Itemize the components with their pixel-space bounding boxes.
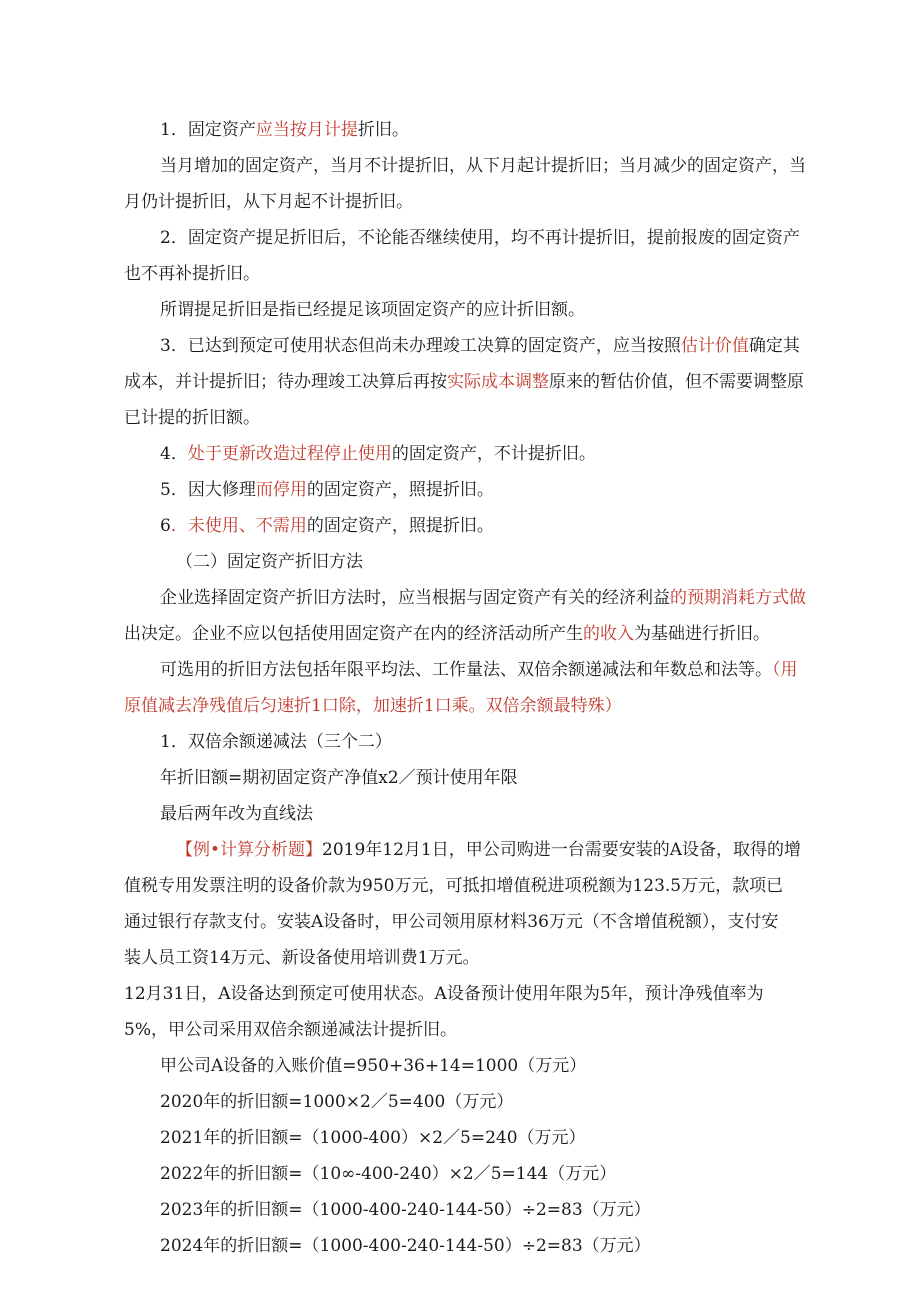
rule-2-line-1: 2．固定资产提足折旧后，不论能否继续使用，均不再计提折旧，提前报废的固定资产 [160,228,800,248]
calc-entry-value: 甲公司A设备的入账价值=950+36+14=1000（万元） [160,1056,587,1076]
method-choice-line-1 [124,580,804,616]
ddb-heading: 1．双倍余额递减法（三个二） [160,732,392,752]
rule-3-highlight-1: 估计价值 [680,336,749,356]
calc-2022: 2022年的折旧额=（10∞-400-240）×2／5=144（万元） [160,1164,617,1184]
method-choice-text-a: 企业选择固定资产折旧方法时，应当根据与固定资产有关的经济利益 [160,588,670,608]
rule-3-text-a: 3．已达到预定可使用状态但尚未办理竣工决算的固定资产，应当按照 [160,336,681,356]
method-choice-text-e: 为基础进行折旧。 [634,624,770,644]
rule-6 [124,508,804,544]
rule-2-line-2: 也不再补提折旧。 [124,264,260,284]
rule-6-text: 的固定资产，照提折旧。 [306,516,494,536]
ddb-note: 最后两年改为直线法 [160,804,313,824]
rule-6-number: 6 [160,516,171,536]
example-text-b: 2019年12月1日，甲公司购进一台需要安装的A设备，取得的增 [322,840,802,860]
rule-5-text-end: 的固定资产，照提折旧。 [306,480,494,500]
calc-2020: 2020年的折旧额=1000×2／5=400（万元） [160,1092,514,1112]
rule-3-line-1 [124,328,804,364]
rule-4-text: 的固定资产，不计提折旧。 [391,444,596,464]
example-label: 【例•计算分析题】 [176,840,323,860]
rule-1-text: 1．固定资产 [160,120,256,140]
calc-2023: 2023年的折旧额=（1000-400-240-144-50）÷2=83（万元） [160,1200,651,1220]
rule-1-highlight: 应当按月计提 [255,120,358,140]
calc-2024: 2024年的折旧额=（1000-400-240-144-50）÷2=83（万元） [160,1236,651,1256]
rule-3-line-2 [124,364,804,400]
calc-2021: 2021年的折旧额=（1000-400）×2／5=240（万元） [160,1128,586,1148]
example-line-3: 通过银行存款支付。安装A设备时，甲公司领用原材料36万元（不含增值税额），支付安 [124,912,779,932]
rule-1-text-end: 折旧。 [357,120,409,140]
methods-list-line-2: 原值减去净残值后匀速折1口除，加速折1口乘。双倍余额最特殊） [124,696,622,716]
method-choice-text-c: 出决定。企业不应以包括使用固定资产在内的经济活动所产生 [124,624,583,644]
rule-6-highlight: ．未使用、不需用 [170,516,307,536]
rule-2-note: 所谓提足折旧是指已经提足该项固定资产的应计折旧额。 [160,300,585,320]
methods-list-text: 可选用的折旧方法包括年限平均法、工作量法、双倍余额递减法和年数总和法等。 [160,660,772,680]
rule-3-highlight-2: 实际成本调整 [447,372,549,392]
rule-4-highlight: 处于更新改造过程停止使用 [187,444,392,464]
example-line-1 [124,832,804,868]
rule-1-detail-line-2: 月仍计提折旧，从下月起不计提折旧。 [124,192,413,212]
methods-list-line-1 [124,652,804,688]
example-line-5: 12月31日，A设备达到预定可使用状态。A设备预计使用年限为5年，预计净残值率为 [124,984,764,1004]
example-line-6: 5%，甲公司采用双倍余额递减法计提折旧。 [124,1020,457,1040]
rule-4-number: 4． [160,444,188,464]
section-heading-depreciation-methods: （二）固定资产折旧方法 [176,552,363,572]
ddb-formula: 年折旧额=期初固定资产净值x2／预计使用年限 [160,768,518,788]
method-choice-highlight-1: 的预期消耗方式做 [670,588,806,608]
rule-4 [124,436,804,472]
rule-1 [124,112,804,148]
method-choice-line-2 [124,616,804,652]
rule-3-text-d: 成本，并计提折旧；待办理竣工决算后再按 [124,372,447,392]
rule-5 [124,472,804,508]
rule-3-text-c: 确定其 [748,336,800,356]
example-line-4: 装人员工资14万元、新设备使用培训费1万元。 [124,948,480,968]
rule-3-line-3: 已计提的折旧额。 [124,408,260,428]
methods-list-note-open: （用 [772,660,798,680]
example-line-2: 值税专用发票注明的设备价款为950万元，可抵扣增值税进项税额为123.5万元，款项已 [124,876,784,896]
rule-1-detail-line-1: 当月增加的固定资产，当月不计提折旧，从下月起计提折旧；当月减少的固定资产，当 [160,156,806,176]
rule-3-text-f: 原来的暂估价值，但不需要调整原 [549,372,804,392]
rule-5-highlight: 而停用 [255,480,307,500]
method-choice-highlight-2: 的收入 [583,624,634,644]
rule-5-text: 5．因大修理 [160,480,256,500]
